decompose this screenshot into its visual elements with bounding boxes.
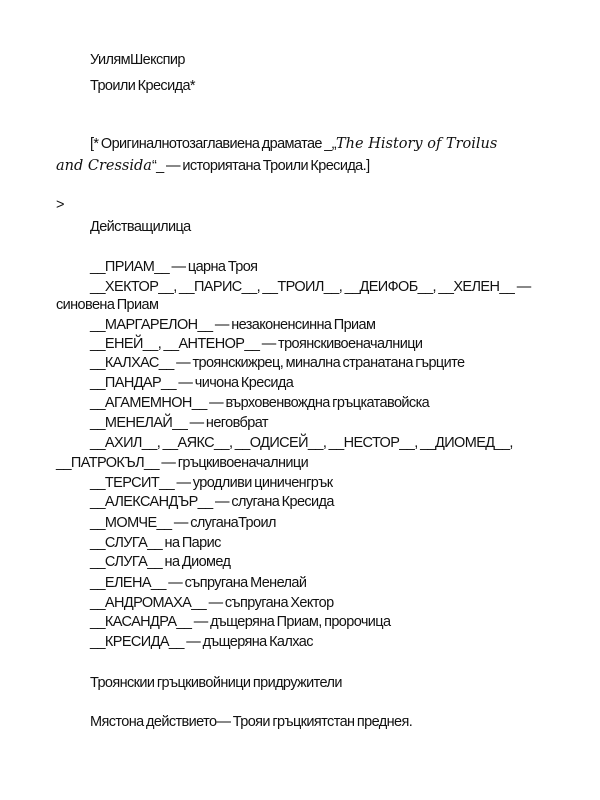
cast-line: __ПРИАМ__ — царна Троя — [90, 259, 258, 275]
footnote-original-title-part1: The History of Troilus — [336, 136, 498, 152]
cast-line: __АЛЕКСАНДЪР__ — слугана Кресида — [90, 494, 334, 510]
retinue-line: Троянскии гръцкивойници придружители — [90, 675, 342, 691]
cast-line: __АНДРОМАХА__ — съпругана Хектор — [90, 595, 334, 611]
footnote-line-1 — [90, 135, 497, 153]
footnote-original-title-part2: and Cressida — [56, 158, 152, 174]
cast-line: __МАРГАРЕЛОН__ — незаконенсинна Приам — [90, 317, 376, 333]
cast-line: __ПАТРОКЪЛ__ — гръцкивоеначалници — [56, 455, 309, 471]
cast-line: __АГАМЕМНОН__ — върховенвождна гръцкатавойска — [90, 395, 430, 411]
footnote-line-2 — [56, 157, 370, 175]
cast-heading: Действащилица — [90, 219, 191, 235]
cast-line: __МЕНЕЛАЙ__ — неговбрат — [90, 415, 268, 431]
cast-line: __ХЕКТОР__, __ПАРИС__, __ТРОИЛ__, __ДЕИФОБ__, __ХЕЛЕН__ — — [90, 279, 531, 295]
cast-line: __СЛУГА__ на Диомед — [90, 554, 231, 570]
cast-line: __КАСАНДРА__ — дъщеряна Приам, пророчица — [90, 614, 391, 630]
cast-line: __ЕЛЕНА__ — съпругана Менелай — [90, 575, 307, 591]
cast-line: __ЕНЕЙ__, __АНТЕНОР__ — троянскивоеначалници — [90, 336, 423, 352]
play-title: Троили Кресида* — [90, 78, 195, 94]
footnote-suffix: “_ — историятана Троили Кресида.] — [151, 158, 370, 174]
cast-line: __ПАНДАР__ — чичона Кресида — [90, 375, 294, 391]
cast-line: __АХИЛ__, __АЯКС__, __ОДИСЕЙ__, __НЕСТОР__, __ДИОМЕД__, — [90, 435, 513, 451]
section-marker: > — [56, 197, 64, 213]
cast-line: __МОМЧЕ__ — слуганаТроил — [90, 515, 276, 531]
footnote-prefix: [* Оригиналнотозаглавиена драматае _„ — [90, 136, 337, 152]
cast-line: __ТЕРСИТ__ — уродливи циниченгрък — [90, 475, 333, 491]
cast-line: синовена Приам — [56, 297, 159, 313]
author-name: УилямШекспир — [90, 52, 185, 68]
cast-line: __СЛУГА__ на Парис — [90, 535, 221, 551]
cast-line: __КРЕСИДА__ — дъщеряна Калхас — [90, 634, 313, 650]
cast-line: __КАЛХАС__ — троянскижрец, минална странатана гърците — [90, 355, 465, 371]
setting-line: Мястона действието— Трояи гръцкиятстан преднея. — [90, 714, 413, 730]
